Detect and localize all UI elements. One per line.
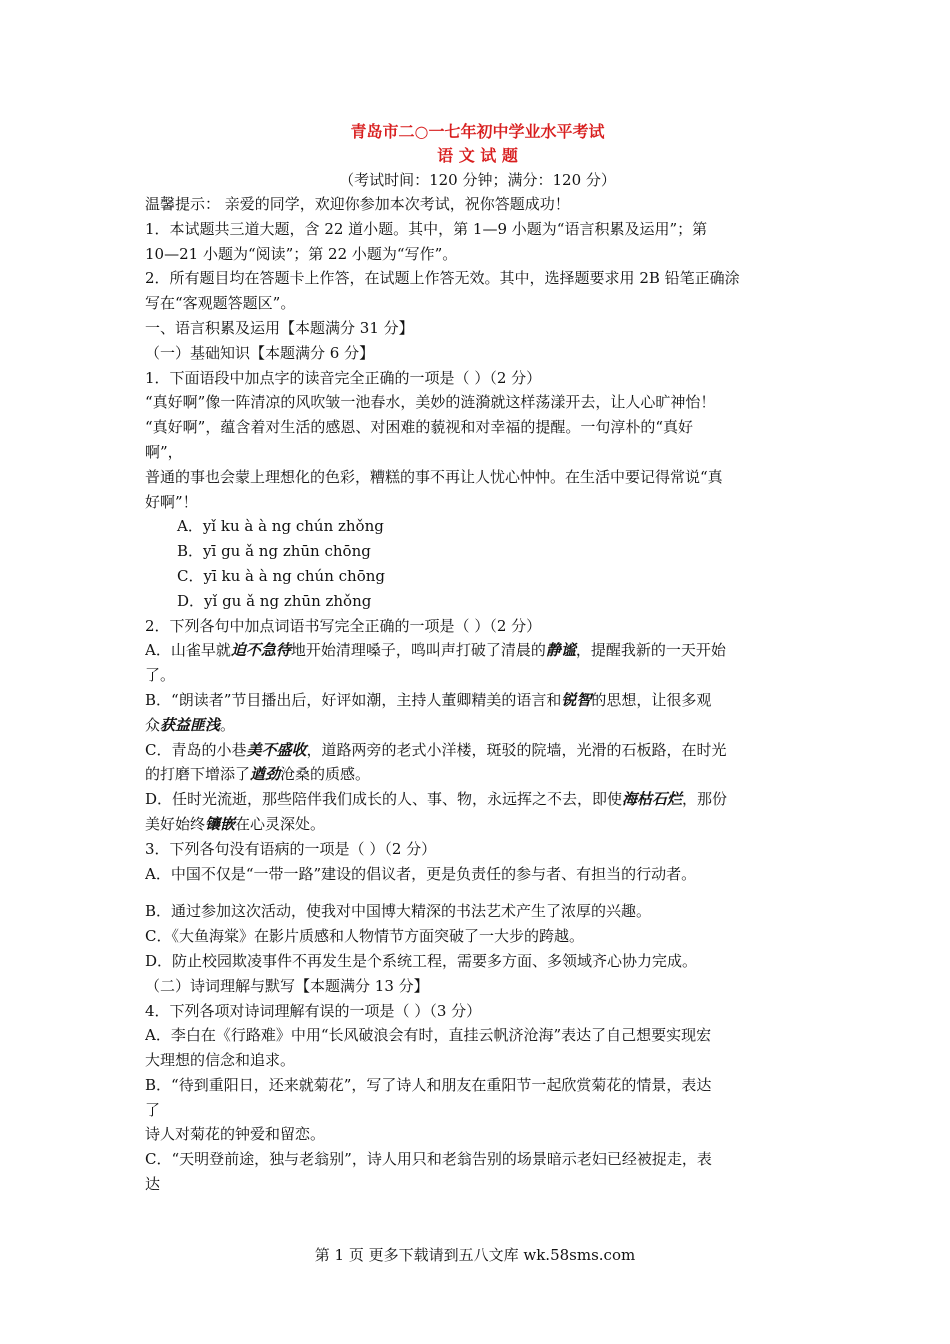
q4-line: A．李白在《行路难》中用“长风破浪会有时，直挂云帆济沧海”表达了自己想要实现宏 — [145, 1026, 712, 1045]
q2-option-d — [145, 787, 810, 812]
text-run: 的打磨下增添了 — [145, 765, 251, 784]
q3-option-b: B．通过参加这次活动，使我对中国博大精深的书法艺术产生了浓厚的兴趣。 — [145, 902, 652, 921]
text-run: 美好始终 — [145, 814, 206, 833]
option-d: D．yǐ gu ǎ ng zhūn zhǒng — [177, 591, 372, 610]
q2-option-b — [145, 688, 810, 713]
dotted-word: 迫不急待 — [230, 641, 291, 660]
exam-title: 青岛市二○一七年初中学业水平考试 — [350, 122, 605, 141]
part-heading: （一）基础知识【本题满分 6 分】 — [145, 343, 375, 362]
q4-line: 诗人对菊花的钟爱和留恋。 — [145, 1125, 326, 1144]
text-run: ，提醒我新的一天开始 — [575, 641, 726, 660]
part-heading: （二）诗词理解与默写【本题满分 13 分】 — [145, 976, 429, 995]
exam-subtitle: 语 文 试 题 — [437, 146, 518, 165]
dotted-word: 锐智 — [561, 690, 592, 709]
text-run: D．任时光流逝，那些陪伴我们成长的人、事、物，永远挥之不去，即使 — [145, 790, 623, 809]
intro-line: 温馨提示： 亲爱的同学，欢迎你参加本次考试，祝你答题成功！ — [145, 195, 570, 213]
intro-line: 1．本试题共三道大题，含 22 道小题。其中，第 1—9 小题为“语言积累及运用”；第 — [145, 219, 708, 238]
text-run: B．“朗读者”节目播出后，好评如潮，主持人董卿精美的语言和 — [145, 690, 562, 709]
dotted-word: 美不盛收 — [246, 740, 307, 759]
question-1-stem: 1．下面语段中加点字的读音完全正确的一项是（ ）（2 分） — [145, 368, 542, 387]
option-a: A．yǐ ku à à ng chún zhǒng — [177, 517, 384, 536]
question-2-stem: 2．下列各句中加点词语书写完全正确的一项是（ ）（2 分） — [145, 616, 542, 635]
text-run: 地开始清理嗓子，鸣叫声打破了清晨的 — [290, 641, 546, 660]
passage-line: “真好啊”像一阵清凉的风吹皱一池春水，美妙的涟漪就这样荡漾开去，让人心旷神怡！ — [145, 393, 716, 412]
option-c: C．yī ku à à ng chún chōng — [177, 566, 385, 585]
passage-line: “真好啊”，蕴含着对生活的感恩、对困难的藐视和对幸福的提醒。一句淳朴的“真好 — [145, 418, 694, 437]
q3-option-c: C．《大鱼海棠》在影片质感和人物情节方面突破了一大步的跨越。 — [145, 927, 584, 946]
text-run: 众 — [145, 715, 161, 734]
dotted-word: 静谧 — [545, 641, 576, 660]
q2-option-a-cont: 了。 — [145, 666, 176, 685]
q4-line: 达 — [145, 1175, 161, 1194]
q2-option-c — [145, 738, 810, 763]
dotted-word: 海枯石烂 — [622, 790, 683, 809]
passage-line: 普通的事也会蒙上理想化的色彩，糟糕的事不再让人忧心忡忡。在生活中要记得常说“真 — [145, 467, 723, 486]
section-heading: 一、语言积累及运用【本题满分 31 分】 — [145, 318, 414, 337]
exam-page — [145, 120, 810, 1197]
question-3-stem: 3．下列各句没有语病的一项是（ ）（2 分） — [145, 839, 437, 858]
text-run: 的思想，让很多观 — [591, 690, 712, 709]
q3-option-d: D．防止校园欺凌事件不再发生是个系统工程，需要多方面、多领域齐心协力完成。 — [145, 951, 698, 970]
intro-line: 10—21 小题为“阅读”；第 22 小题为“写作”。 — [145, 244, 458, 263]
q2-option-a — [145, 638, 810, 663]
passage-line: 啊”， — [145, 442, 183, 461]
dotted-word: 获益匪浅 — [160, 715, 221, 734]
q4-line: 大理想的信念和追求。 — [145, 1051, 296, 1070]
text-run: 在心灵深处。 — [235, 814, 326, 833]
question-4-stem: 4．下列各项对诗词理解有误的一项是（ ）（3 分） — [145, 1001, 482, 1020]
q2-option-c-cont — [145, 762, 810, 787]
q4-line: B．“待到重阳日，还来就菊花”，写了诗人和朋友在重阳节一起欣赏菊花的情景，表达 — [145, 1075, 712, 1094]
dotted-word: 镶嵌 — [205, 814, 236, 833]
text-run: ，道路两旁的老式小洋楼，斑驳的院墙，光滑的石板路，在时光 — [306, 740, 727, 759]
option-b: B．yī gu ǎ ng zhūn chōng — [177, 542, 371, 561]
text-run: ，那份 — [682, 790, 728, 809]
q4-line: 了 — [145, 1100, 161, 1119]
q2-option-b-cont — [145, 713, 810, 738]
q3-option-a: A．中国不仅是“一带一路”建设的倡议者，更是负责任的参与者、有担当的行动者。 — [145, 864, 697, 883]
text-run: 。 — [220, 715, 236, 734]
text-run: C．青岛的小巷 — [145, 740, 247, 759]
page-footer: 第 1 页 更多下载请到五八文库 wk.58sms.com — [314, 1246, 636, 1264]
text-run: A．山雀早就 — [145, 641, 231, 660]
exam-info: （考试时间：120 分钟；满分：120 分） — [339, 171, 616, 189]
dotted-word: 遒劲 — [250, 765, 281, 784]
intro-line: 写在“客观题答题区”。 — [145, 294, 296, 313]
intro-line: 2．所有题目均在答题卡上作答，在试题上作答无效。其中，选择题要求用 2B 铅笔正确涂 — [145, 269, 740, 288]
q2-option-d-cont — [145, 812, 810, 837]
passage-line: 好啊”！ — [145, 492, 198, 511]
text-run: 沧桑的质感。 — [280, 765, 371, 784]
q4-line: C．“天明登前途，独与老翁别”，诗人用只和老翁告别的场景暗示老妇已经被捉走，表 — [145, 1150, 712, 1169]
